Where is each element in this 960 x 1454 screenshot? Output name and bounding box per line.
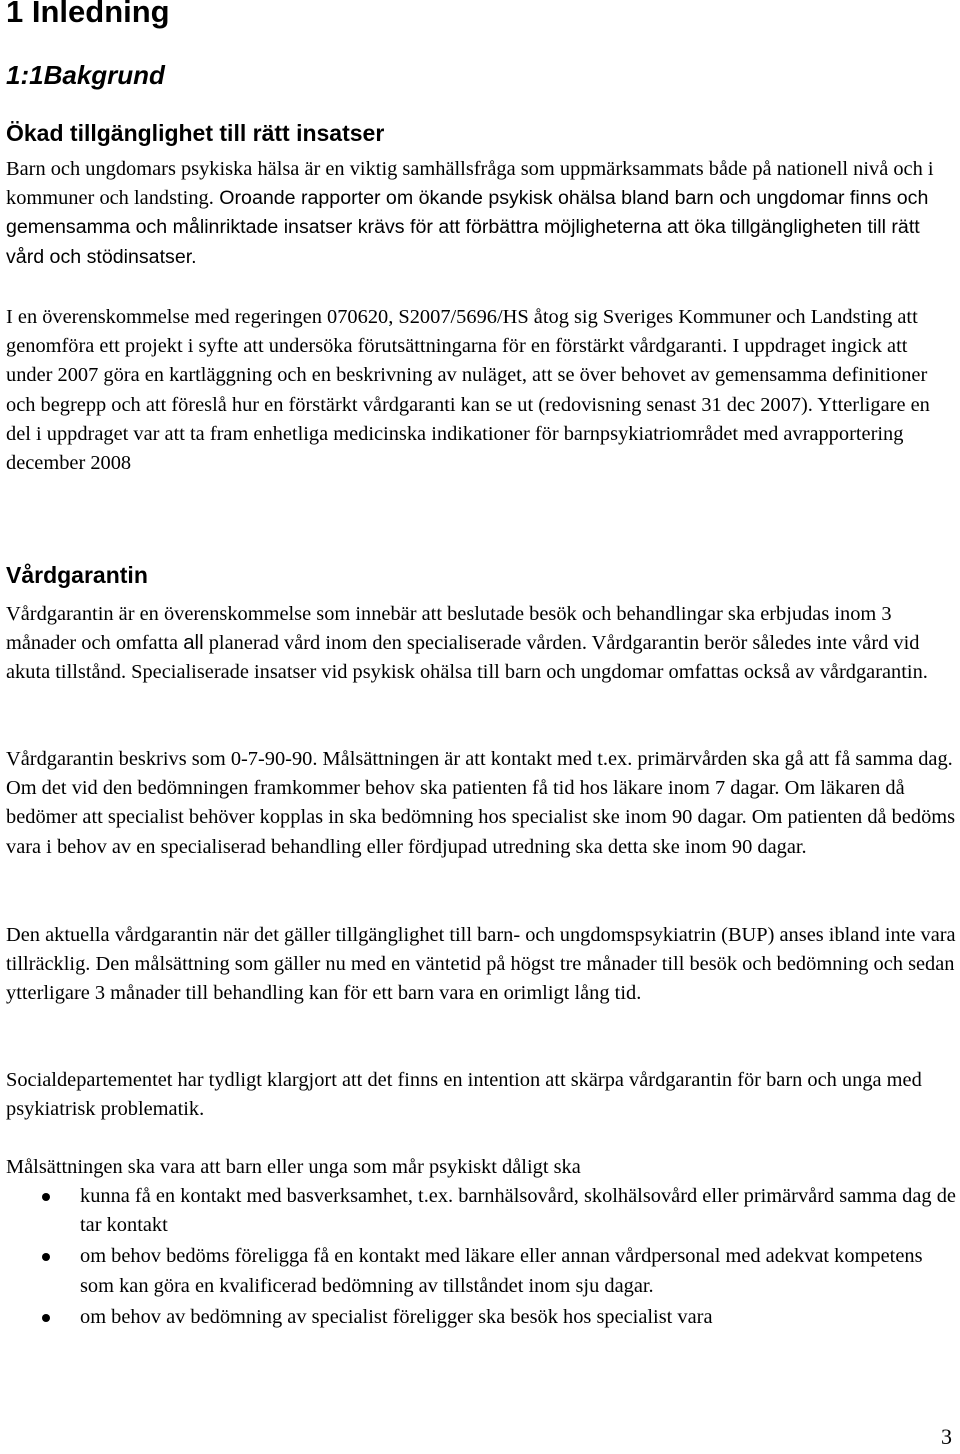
- paragraph-intro: [6, 155, 956, 272]
- subsection-heading-access: Ökad tillgänglighet till rätt insatser: [6, 120, 385, 146]
- section-heading: 1:1Bakgrund: [6, 60, 165, 90]
- paragraph-0-7-90-90: Vårdgarantin beskrivs som 0-7-90-90. Målsättningen är att kontakt med t.ex. primärvården ska gå att få samma dag. Om det vid den bedömningen framkommer behov ska patienten få tid hos läkare inom 7 dagar. Om läkaren då bedömer att specialist behöver kopplas in ska bedömning hos specialist ske inom 90 dagar. Om patienten då bedöms vara i behov av en specialiserad behandling eller fördjupad utredning ska detta ske inom 90 dagar.: [6, 748, 956, 858]
- page-number: 3: [941, 1424, 952, 1449]
- paragraph-definition-part-a: Vårdgarantin är en överenskommelse som innebär att beslutade besök och behandlingar ska erbjudas inom 3 månader och omfatta: [6, 603, 892, 655]
- bullet-icon: [42, 1314, 50, 1322]
- paragraph-socialdepartementet: Socialdepartementet har tydligt klargjort att det finns en intention att skärpa vårdgarantin för barn och unga med psykiatrisk problematik.: [6, 1069, 922, 1121]
- paragraph-intro-sans: Oroande rapporter om ökande psykisk ohälsa bland barn och ungdomar finns och gemensamma och målinriktade insatser krävs för att förbättra möjligheterna att öka tillgängligheten till rätt vård och stödinsatser.: [6, 187, 929, 268]
- paragraph-intro-serif: Barn och ungdomars psykiska hälsa är en viktig samhällsfråga som uppmärksammats både på nationell nivå och i kommuner och landsting.: [6, 158, 934, 210]
- paragraph-agreement: I en överenskommelse med regeringen 070620, S2007/5696/HS åtog sig Sveriges Kommuner och Landsting att genomföra ett projekt i syfte att undersöka förutsättningarna för en förstärkt vårdgaranti. I uppdraget ingick att under 2007 göra en kartläggning och en beskrivning av nuläget, att se över behovet av gemensamma definitioner och begrepp och att föreslå hur en förstärkt vårdgaranti kan se ut (redovisning senast 31 dec 2007). Ytterligare en del i uppdraget var att ta fram enhetliga medicinska indikationer för barnpsykiatriområdet med avrapportering december 2008: [6, 306, 930, 475]
- list-item-text: om behov av bedömning av specialist föreligger ska besök hos specialist vara: [80, 1305, 713, 1328]
- list-item-text: om behov bedöms föreligga få en kontakt med läkare eller annan vårdpersonal med adekvat kompetens som kan göra en kvalificerad bedömning av tillståndet inom sju dagar.: [80, 1245, 923, 1297]
- chapter-heading: 1 Inledning: [6, 0, 170, 29]
- list-item-text: kunna få en kontakt med basverksamhet, t.ex. barnhälsovård, skolhälsovård eller primärvård samma dag de tar kontakt: [80, 1185, 956, 1237]
- bullet-icon: [42, 1253, 50, 1261]
- paragraph-definition-emphasis: all: [183, 632, 204, 655]
- paragraph-vardgaranti-definition: [6, 600, 956, 688]
- bullet-icon: [42, 1193, 50, 1201]
- paragraph-definition-part-b: planerad vård inom den specialiserade vården. Vårdgarantin berör således inte vård vid akuta tillstånd. Specialiserade insatser vid psykisk ohälsa till barn och ungdomar omfattas också av vårdgarantin.: [6, 632, 928, 684]
- list-item: [6, 1182, 956, 1240]
- paragraph-malsattning: Målsättningen ska vara att barn eller unga som mår psykiskt dåligt ska: [6, 1156, 581, 1178]
- paragraph-bup: Den aktuella vårdgarantin när det gäller tillgänglighet till barn- och ungdomspsykiatrin (BUP) anses ibland inte vara tillräcklig. Den målsättning som gäller nu med en väntetid på högst tre månader till besök och bedömning och sedan ytterligare 3 månader till behandling kan för ett barn vara en orimligt lång tid.: [6, 924, 956, 1005]
- subsection-heading-vardgarantin: Vårdgarantin: [6, 562, 148, 588]
- list-item: [6, 1242, 956, 1300]
- goal-list: [6, 1182, 956, 1332]
- list-item: [6, 1303, 956, 1332]
